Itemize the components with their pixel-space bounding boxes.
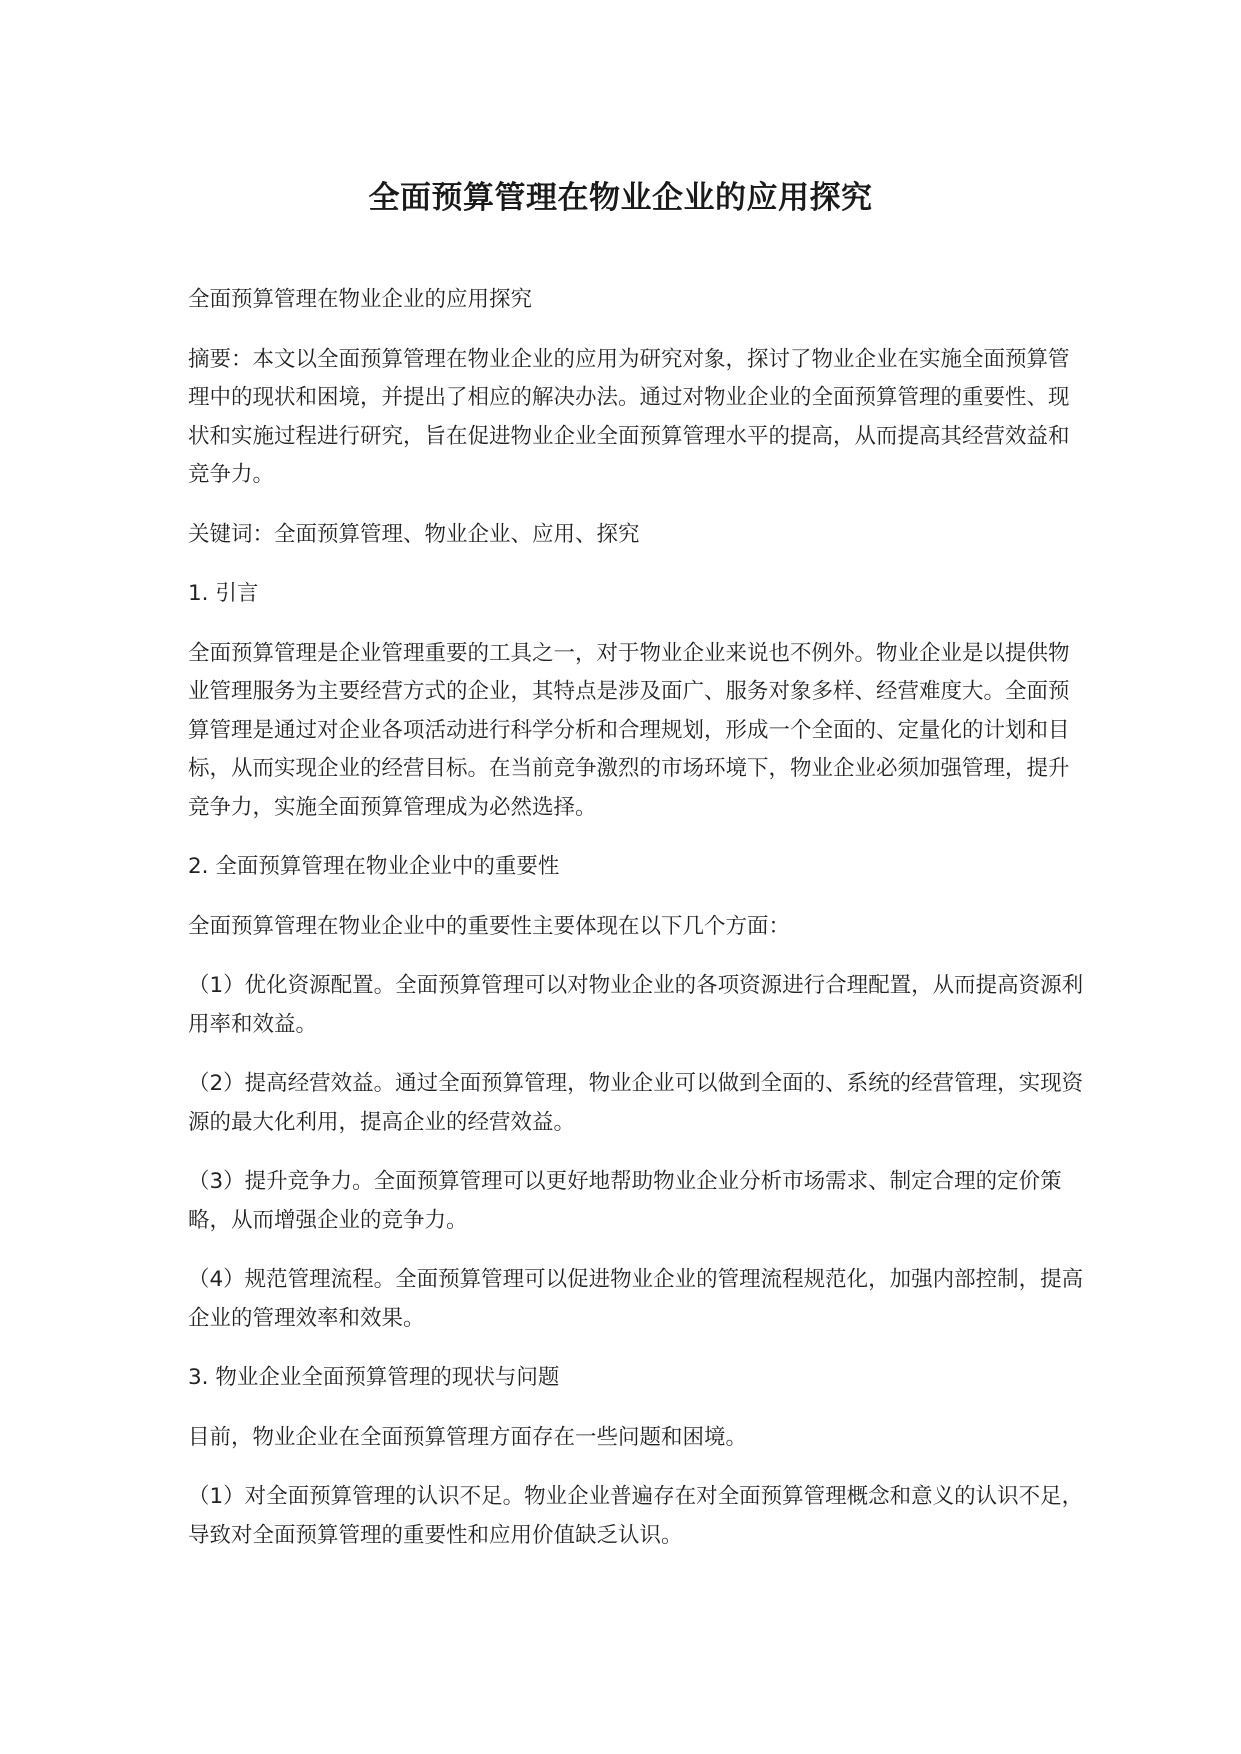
section-heading-3: 3. 物业企业全面预算管理的现状与问题	[188, 1365, 560, 1390]
importance-item-4: （4）规范管理流程。全面预算管理可以促进物业企业的管理流程规范化，加强内部控制，提高企业的管理效率和效果。	[188, 1267, 1084, 1331]
document-body	[188, 281, 1088, 1576]
importance-intro-paragraph: 全面预算管理在物业企业中的重要性主要体现在以下几个方面：	[188, 913, 791, 939]
status-intro-paragraph: 目前，物业企业在全面预算管理方面存在一些问题和困境。	[188, 1424, 748, 1450]
importance-item-1: （1）优化资源配置。全面预算管理可以对物业企业的各项资源进行合理配置，从而提高资源利用率和效益。	[188, 973, 1084, 1037]
section-heading-2: 2. 全面预算管理在物业企业中的重要性	[188, 854, 560, 879]
abstract-paragraph: 摘要：本文以全面预算管理在物业企业的应用为研究对象，探讨了物业企业在实施全面预算管理中的现状和困境，并提出了相应的解决办法。通过对物业企业的全面预算管理的重要性、现状和实施过程进行研究，旨在促进物业企业全面预算管理水平的提高，从而提高其经营效益和竞争力。	[188, 346, 1070, 487]
keywords-paragraph: 关键词：全面预算管理、物业企业、应用、探究	[188, 521, 640, 547]
document-title: 全面预算管理在物业企业的应用探究	[368, 180, 873, 216]
importance-item-3: （3）提升竞争力。全面预算管理可以更好地帮助物业企业分析市场需求、制定合理的定价策略，从而增强企业的竞争力。	[188, 1169, 1062, 1233]
status-item-1: （1）对全面预算管理的认识不足。物业企业普遍存在对全面预算管理概念和意义的认识不足，导致对全面预算管理的重要性和应用价值缺乏认识。	[188, 1484, 1084, 1548]
subtitle-paragraph: 全面预算管理在物业企业的应用探究	[188, 287, 533, 312]
importance-item-2: （2）提高经营效益。通过全面预算管理，物业企业可以做到全面的、系统的经营管理，实现资源的最大化利用，提高企业的经营效益。	[188, 1071, 1084, 1135]
intro-paragraph: 全面预算管理是企业管理重要的工具之一，对于物业企业来说也不例外。物业企业是以提供物业管理服务为主要经营方式的企业，其特点是涉及面广、服务对象多样、经营难度大。全面预算管理是通过对企业各项活动进行科学分析和合理规划，形成一个全面的、定量化的计划和目标，从而实现企业的经营目标。在当前竞争激烈的市场环境下，物业企业必须加强管理，提升竞争力，实施全面预算管理成为必然选择。	[188, 640, 1070, 820]
section-heading-1: 1. 引言	[188, 581, 259, 606]
